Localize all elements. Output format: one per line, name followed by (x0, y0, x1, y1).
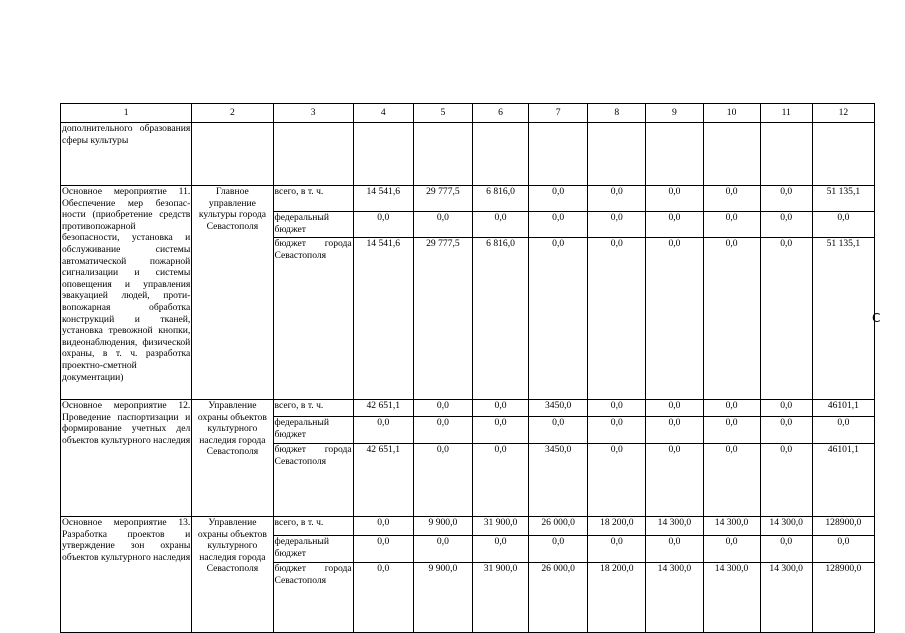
amount-cell: 31 900,0 (472, 563, 528, 633)
amount-cell: 0,0 (588, 444, 646, 517)
header-cell-5: 5 (413, 104, 472, 123)
funding-source: бюджет города Севастополя (273, 563, 353, 633)
amount-cell: 0,0 (353, 536, 413, 563)
amount-cell: 46101,1 (812, 444, 874, 517)
amount-cell: 0,0 (812, 212, 874, 238)
amount-cell: 0,0 (760, 417, 812, 444)
amount-cell: 0,0 (353, 212, 413, 238)
amount-cell: 0,0 (760, 400, 812, 417)
header-cell-9: 9 (646, 104, 703, 123)
amount-cell: 0,0 (472, 400, 528, 417)
amount-cell: 0,0 (703, 400, 760, 417)
amount-cell: 0,0 (703, 238, 760, 400)
amount-cell: 0,0 (760, 238, 812, 400)
executor: Управление охраны объектов культурного наследия города Севастополя (192, 517, 273, 633)
amount-cell: 14 300,0 (760, 563, 812, 633)
amount-cell: 0,0 (588, 212, 646, 238)
amount-cell: 0,0 (703, 186, 760, 212)
funding-source: всего, в т. ч. (273, 517, 353, 536)
amount-cell: 0,0 (646, 536, 703, 563)
amount-cell: 0,0 (472, 536, 528, 563)
amount-cell: 9 900,0 (413, 563, 472, 633)
amount-cell: 51 135,1 (812, 186, 874, 212)
amount-cell: 0,0 (703, 212, 760, 238)
amount-cell: 14 300,0 (703, 563, 760, 633)
empty-cell (812, 123, 874, 186)
empty-cell (529, 123, 588, 186)
amount-cell: 6 816,0 (472, 238, 528, 400)
amount-cell: 0,0 (413, 400, 472, 417)
empty-cell (588, 123, 646, 186)
amount-cell: 0,0 (529, 212, 588, 238)
amount-cell: 18 200,0 (588, 563, 646, 633)
empty-cell (192, 123, 273, 186)
table-row (61, 517, 875, 536)
header-cell-2: 2 (192, 104, 273, 123)
funding-source: всего, в т. ч. (273, 400, 353, 417)
amount-cell: 14 300,0 (646, 517, 703, 536)
program-activities-table (60, 103, 875, 633)
amount-cell: 0,0 (646, 417, 703, 444)
page-edge-mark: С (872, 311, 881, 325)
amount-cell: 0,0 (646, 400, 703, 417)
amount-cell: 0,0 (588, 186, 646, 212)
continuation-text: дополнительного образования сферы культуры (61, 123, 192, 186)
header-cell-3: 3 (273, 104, 353, 123)
amount-cell: 26 000,0 (529, 563, 588, 633)
amount-cell: 0,0 (760, 536, 812, 563)
amount-cell: 0,0 (353, 563, 413, 633)
header-cell-8: 8 (588, 104, 646, 123)
funding-source: бюджет города Севастополя (273, 238, 353, 400)
executor: Главное управление культуры города Севастополя (192, 186, 273, 400)
amount-cell: 0,0 (413, 536, 472, 563)
amount-cell: 9 900,0 (413, 517, 472, 536)
amount-cell: 42 651,1 (353, 400, 413, 417)
amount-cell: 0,0 (760, 186, 812, 212)
empty-cell (413, 123, 472, 186)
amount-cell: 0,0 (472, 417, 528, 444)
header-row (61, 104, 875, 123)
amount-cell: 0,0 (413, 444, 472, 517)
amount-cell: 14 300,0 (646, 563, 703, 633)
header-cell-7: 7 (529, 104, 588, 123)
header-cell-1: 1 (61, 104, 192, 123)
table-row (61, 186, 875, 212)
funding-source: всего, в т. ч. (273, 186, 353, 212)
amount-cell: 0,0 (413, 212, 472, 238)
amount-cell: 42 651,1 (353, 444, 413, 517)
amount-cell: 0,0 (646, 444, 703, 517)
funding-source: федеральный бюджет (273, 417, 353, 444)
empty-cell (353, 123, 413, 186)
amount-cell: 46101,1 (812, 400, 874, 417)
amount-cell: 0,0 (703, 417, 760, 444)
activity-name: Основное мероприятие 12. Проведение паспортизации и формирование учетных дел объектов культурного наследия (61, 400, 192, 517)
activity-name: Основное мероприятие 11. Обеспечение мер безопас-ности (приобретение средств противопожарной безопасности, установка и обслуживание системы автоматической пожарной сигнализации и системы оповещения и управления эвакуацией людей, проти-вопожарная обработка конструкций и тканей, установка тревожной кнопки, видеонаблюдения, физической охраны, в т. ч. разработка проектно-сметной документации) (61, 186, 192, 400)
empty-cell (760, 123, 812, 186)
header-cell-10: 10 (703, 104, 760, 123)
amount-cell: 14 541,6 (353, 186, 413, 212)
funding-source: бюджет города Севастополя (273, 444, 353, 517)
amount-cell: 0,0 (646, 186, 703, 212)
continuation-row (61, 123, 875, 186)
amount-cell: 0,0 (760, 444, 812, 517)
header-cell-4: 4 (353, 104, 413, 123)
amount-cell: 128900,0 (812, 517, 874, 536)
amount-cell: 0,0 (529, 186, 588, 212)
amount-cell: 0,0 (529, 238, 588, 400)
header-cell-6: 6 (472, 104, 528, 123)
amount-cell: 0,0 (413, 417, 472, 444)
amount-cell: 29 777,5 (413, 238, 472, 400)
amount-cell: 31 900,0 (472, 517, 528, 536)
amount-cell: 0,0 (760, 212, 812, 238)
empty-cell (273, 123, 353, 186)
amount-cell: 0,0 (588, 417, 646, 444)
activity-name: Основное мероприятие 13. Разработка проектов и утверждение зон охраны объектов культурного наследия (61, 517, 192, 633)
empty-cell (703, 123, 760, 186)
amount-cell: 0,0 (353, 417, 413, 444)
amount-cell: 29 777,5 (413, 186, 472, 212)
amount-cell: 0,0 (703, 444, 760, 517)
amount-cell: 14 300,0 (760, 517, 812, 536)
amount-cell: 3450,0 (529, 444, 588, 517)
funding-source: федеральный бюджет (273, 536, 353, 563)
empty-cell (646, 123, 703, 186)
funding-source: федеральный бюджет (273, 212, 353, 238)
executor: Управление охраны объектов культурного наследия города Севастополя (192, 400, 273, 517)
amount-cell: 0,0 (529, 417, 588, 444)
amount-cell: 0,0 (472, 212, 528, 238)
amount-cell: 3450,0 (529, 400, 588, 417)
amount-cell: 14 300,0 (703, 517, 760, 536)
header-cell-11: 11 (760, 104, 812, 123)
amount-cell: 0,0 (588, 536, 646, 563)
amount-cell: 0,0 (646, 212, 703, 238)
amount-cell: 0,0 (588, 238, 646, 400)
amount-cell: 0,0 (703, 536, 760, 563)
amount-cell: 26 000,0 (529, 517, 588, 536)
amount-cell: 0,0 (529, 536, 588, 563)
amount-cell: 6 816,0 (472, 186, 528, 212)
amount-cell: 0,0 (812, 417, 874, 444)
amount-cell: 0,0 (588, 400, 646, 417)
amount-cell: 18 200,0 (588, 517, 646, 536)
amount-cell: 51 135,1 (812, 238, 874, 400)
empty-cell (472, 123, 528, 186)
amount-cell: 128900,0 (812, 563, 874, 633)
amount-cell: 0,0 (472, 444, 528, 517)
amount-cell: 14 541,6 (353, 238, 413, 400)
table-row (61, 400, 875, 417)
header-cell-12: 12 (812, 104, 874, 123)
amount-cell: 0,0 (812, 536, 874, 563)
amount-cell: 0,0 (646, 238, 703, 400)
amount-cell: 0,0 (353, 517, 413, 536)
